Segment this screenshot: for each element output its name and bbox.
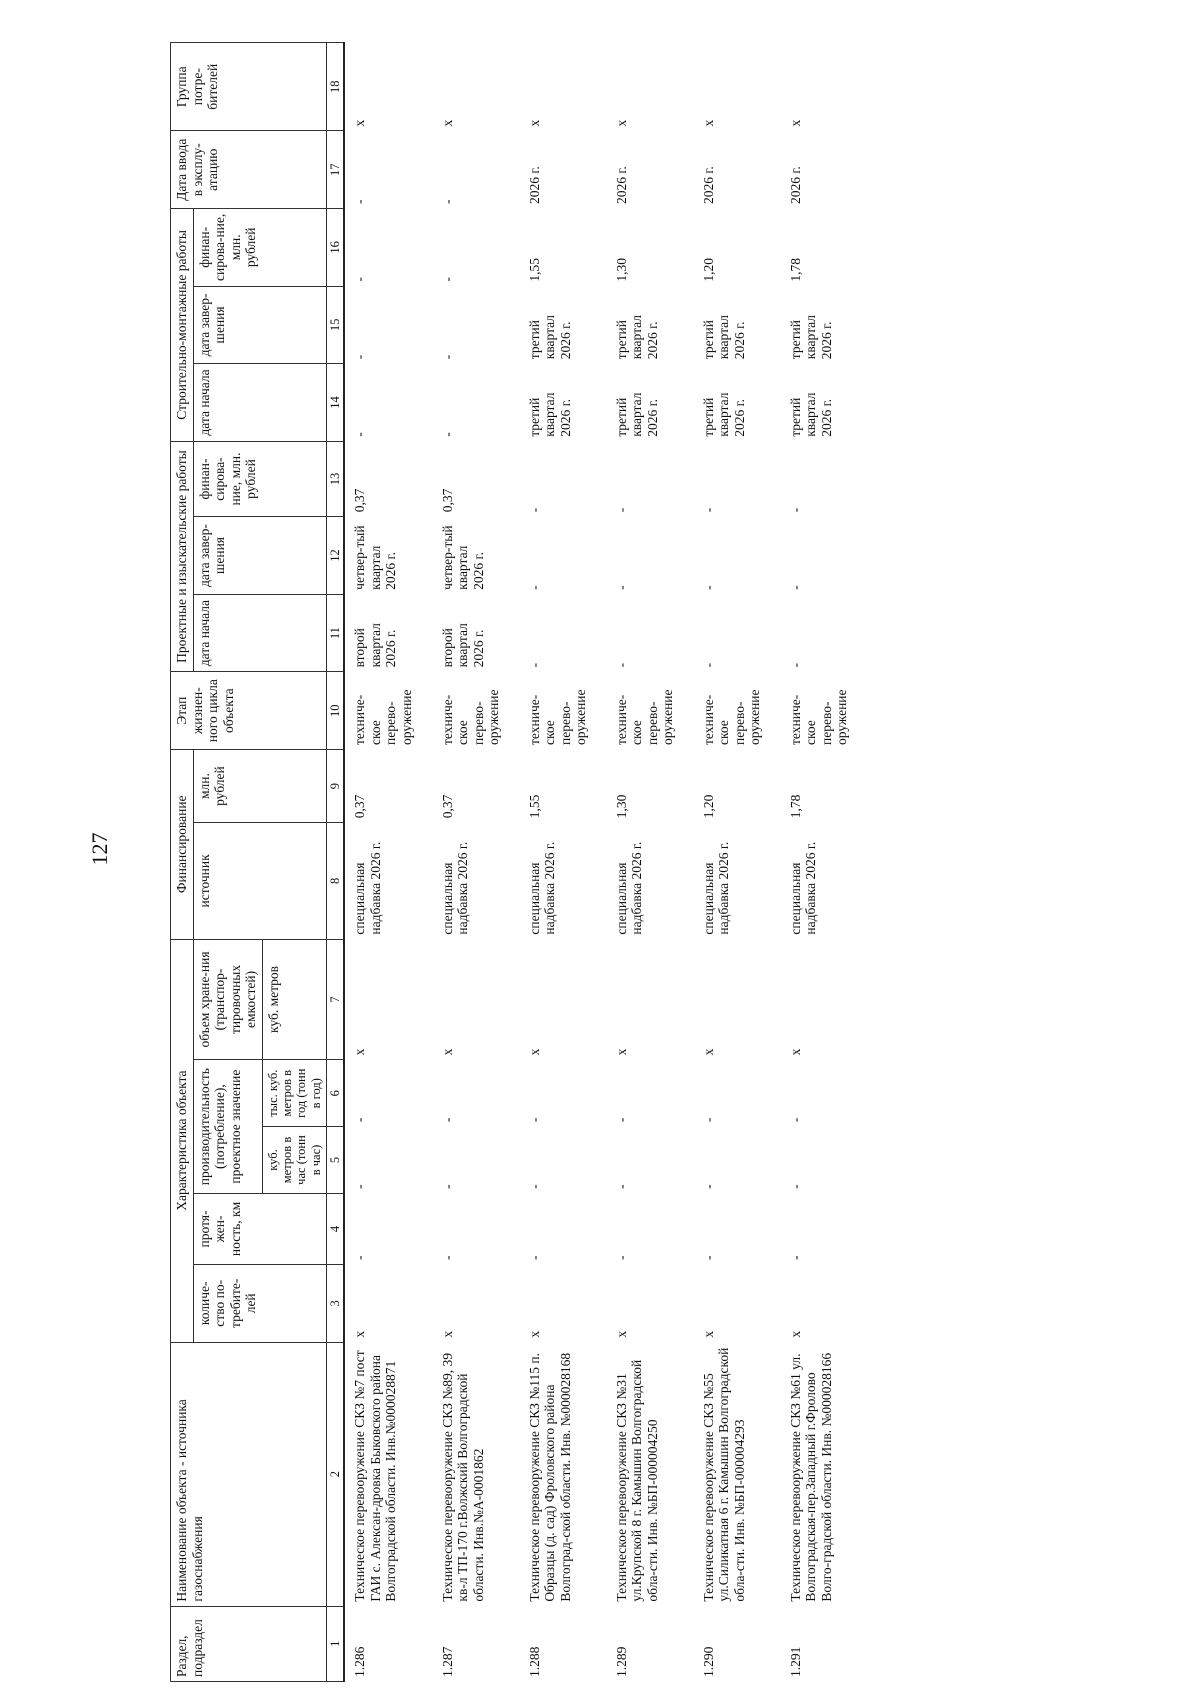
cell: 2026 г. bbox=[526, 166, 542, 205]
cell: 0,37 bbox=[439, 488, 455, 513]
header-capacity-year: тыс. куб. метров в год (тонн в год) bbox=[262, 1060, 327, 1127]
row-id: 1.290 bbox=[700, 1646, 716, 1677]
header-design-start: дата начала bbox=[193, 594, 327, 672]
header-construction-funding: финан-сирова-ние, млн. рублей bbox=[193, 209, 327, 287]
cell: - bbox=[439, 354, 455, 360]
cell: - bbox=[700, 1184, 716, 1189]
cell: - bbox=[613, 1184, 629, 1189]
cell: - bbox=[526, 1117, 542, 1123]
page-number: 127 bbox=[87, 832, 112, 866]
cell: x bbox=[700, 1048, 716, 1056]
header-length: протя-жен-ность, км bbox=[193, 1193, 327, 1264]
cell: x bbox=[787, 119, 803, 127]
cell: 2026 г. bbox=[787, 166, 803, 205]
cell: - bbox=[700, 585, 716, 590]
header-storage-unit: куб. метров bbox=[262, 939, 327, 1060]
column-number: 7 bbox=[327, 939, 345, 1060]
cell: 2026 г. bbox=[613, 166, 629, 205]
cell: - bbox=[613, 507, 629, 513]
column-number: 11 bbox=[327, 594, 345, 672]
cell: x bbox=[439, 119, 455, 127]
cell: x bbox=[613, 1330, 629, 1338]
cell: 1,30 bbox=[613, 258, 629, 282]
cell: 1,78 bbox=[787, 794, 803, 819]
header-characteristics: Характеристика объекта bbox=[171, 939, 194, 1342]
cell: x bbox=[439, 1048, 455, 1056]
cell: техниче-ское перево-оружение bbox=[613, 689, 676, 745]
table-row bbox=[520, 43, 607, 1682]
cell: специальная надбавка 2026 г. bbox=[526, 841, 558, 935]
header-name: Наименование объекта - источника газоснабжения bbox=[171, 1342, 327, 1606]
header-design-funding: финан-сирова-ние, млн. рублей bbox=[193, 441, 327, 516]
column-number: 6 bbox=[327, 1060, 345, 1127]
cell: 1,30 bbox=[613, 794, 629, 819]
header-consumer-group: Группа потре-бителей bbox=[171, 43, 327, 131]
cell: - bbox=[787, 585, 803, 590]
column-number: 2 bbox=[327, 1342, 345, 1606]
header-financing: Финансирование bbox=[171, 749, 194, 939]
cell: третий квартал 2026 г. bbox=[787, 392, 834, 437]
cell: x bbox=[352, 1330, 368, 1338]
cell: специальная надбавка 2026 г. bbox=[613, 841, 645, 935]
cell: техниче-ское перево-оружение bbox=[787, 689, 850, 745]
column-number: 17 bbox=[327, 131, 345, 209]
header-section: Раздел, подраздел bbox=[171, 1606, 327, 1681]
cell: x bbox=[700, 1330, 716, 1338]
header-fin-source: источник bbox=[193, 823, 327, 939]
column-numbers-row bbox=[327, 43, 345, 1682]
cell: 1,55 bbox=[526, 258, 542, 282]
cell: 2026 г. bbox=[700, 166, 716, 205]
header-lifecycle: Этап жизнен-ного цикла объекта bbox=[171, 672, 327, 750]
table-row bbox=[344, 43, 432, 1682]
cell: - bbox=[439, 1117, 455, 1123]
cell: 0,37 bbox=[439, 794, 455, 819]
column-number: 16 bbox=[327, 209, 345, 287]
header-capacity: производительность (потребление), проектное значение bbox=[193, 1060, 262, 1194]
cell: - bbox=[787, 1184, 803, 1189]
cell: x bbox=[352, 1048, 368, 1056]
cell: 1,20 bbox=[700, 794, 716, 819]
cell: третий квартал 2026 г. bbox=[613, 314, 660, 360]
cell: специальная надбавка 2026 г. bbox=[787, 841, 819, 935]
cell: третий квартал 2026 г. bbox=[526, 392, 573, 437]
cell: техниче-ское перево-оружение bbox=[526, 689, 589, 745]
cell: - bbox=[526, 1255, 542, 1261]
header-fin-amount: млн. рублей bbox=[193, 749, 327, 822]
row-id: 1.288 bbox=[526, 1646, 542, 1677]
cell: x bbox=[613, 119, 629, 127]
cell: - bbox=[787, 1117, 803, 1123]
cell: - bbox=[352, 354, 368, 360]
header-capacity-hour: куб. метров в час (тонн в час) bbox=[262, 1127, 327, 1194]
cell: - bbox=[352, 199, 368, 205]
cell: - bbox=[787, 662, 803, 668]
cell: - bbox=[526, 662, 542, 668]
cell: 0,37 bbox=[352, 794, 368, 819]
cell: - bbox=[613, 662, 629, 668]
cell: специальная надбавка 2026 г. bbox=[352, 841, 383, 935]
header-design-works: Проектные и изыскательские работы bbox=[171, 441, 194, 672]
column-number: 3 bbox=[327, 1265, 345, 1343]
cell: 1,78 bbox=[787, 258, 803, 282]
cell: 1,55 bbox=[526, 794, 542, 819]
row-name: Техническое перевооружение СКЗ №61 ул. Волгоградская-пер.Западный г.Фролово Волго-градской области. Инв. №000028166 bbox=[787, 1352, 834, 1602]
column-number: 18 bbox=[327, 43, 345, 131]
cell: третий квартал 2026 г. bbox=[700, 392, 747, 437]
cell: - bbox=[352, 1117, 368, 1123]
cell: - bbox=[352, 1184, 368, 1189]
header-consumers-count: количе-ство по-требите-лей bbox=[193, 1265, 327, 1343]
table-row bbox=[694, 43, 781, 1682]
column-number: 15 bbox=[327, 286, 345, 364]
cell: - bbox=[439, 199, 455, 205]
cell: x bbox=[526, 1330, 542, 1338]
cell: третий квартал 2026 г. bbox=[700, 314, 747, 360]
cell: - bbox=[526, 1184, 542, 1189]
column-number: 9 bbox=[327, 749, 345, 822]
cell: техниче-ское перево-оружение bbox=[439, 689, 502, 745]
cell: - bbox=[439, 1255, 455, 1261]
row-id: 1.287 bbox=[439, 1646, 455, 1677]
cell: - bbox=[352, 277, 368, 282]
row-name: Техническое перевооружение СКЗ №31 ул.Крупской 8 г. Камышин Волгоградской обла-сти. Инв. №БП-000004250 bbox=[613, 1359, 660, 1602]
table-row bbox=[433, 43, 520, 1682]
cell: третий квартал 2026 г. bbox=[526, 314, 573, 360]
rotated-table-sheet bbox=[170, 42, 1190, 1682]
column-number: 5 bbox=[327, 1127, 345, 1194]
header-design-end: дата завер-шения bbox=[193, 517, 327, 595]
cell: - bbox=[526, 507, 542, 513]
cell: третий квартал 2026 г. bbox=[613, 392, 660, 437]
row-name: Техническое перевооружение СКЗ №55 ул.Силикатная 6 г. Камышин Волгоградской обла-сти. Инв. №БП-000004293 bbox=[700, 1347, 747, 1602]
header-commissioning-date: Дата ввода в эксплу-атацию bbox=[171, 131, 327, 209]
cell: - bbox=[439, 432, 455, 437]
cell: x bbox=[787, 1330, 803, 1338]
table-header bbox=[171, 43, 345, 1682]
cell: - bbox=[352, 432, 368, 437]
cell: - bbox=[613, 1117, 629, 1123]
column-number: 10 bbox=[327, 672, 345, 750]
cell: - bbox=[700, 1117, 716, 1123]
cell: третий квартал 2026 г. bbox=[787, 314, 834, 360]
cell: - bbox=[613, 585, 629, 590]
header-construction-start: дата начала bbox=[193, 364, 327, 442]
cell: x bbox=[700, 119, 716, 127]
header-construction-end: дата завер-шения bbox=[193, 286, 327, 364]
column-number: 14 bbox=[327, 364, 345, 442]
cell: специальная надбавка 2026 г. bbox=[439, 841, 471, 935]
cell: - bbox=[526, 585, 542, 590]
cell: четвер-тый квартал 2026 г. bbox=[439, 525, 486, 590]
cell: - bbox=[700, 662, 716, 668]
cell: - bbox=[787, 1255, 803, 1261]
row-name: Техническое перевооружение СКЗ №89, 39 кв-л ТП-170 г.Волжский Волгоградской области. Инв.№А-0001862 bbox=[439, 1352, 486, 1602]
header-construction-works: Строительно-монтажные работы bbox=[171, 209, 194, 442]
cell: специальная надбавка 2026 г. bbox=[700, 841, 732, 935]
cell: x bbox=[787, 1048, 803, 1056]
cell: x bbox=[352, 119, 368, 127]
column-number: 8 bbox=[327, 823, 345, 939]
cell: второй квартал 2026 г. bbox=[439, 623, 486, 668]
row-id: 1.289 bbox=[613, 1646, 629, 1677]
cell: - bbox=[613, 1255, 629, 1261]
gas-supply-objects-table bbox=[170, 42, 868, 1682]
row-name: Техническое перевооружение СКЗ №7 пост ГАИ с. Алексан-дровка Быковского района Волгоградской области. Инв.№000028871 bbox=[352, 1350, 399, 1602]
row-id: 1.286 bbox=[352, 1646, 368, 1677]
cell: - bbox=[787, 507, 803, 513]
column-number: 1 bbox=[327, 1606, 345, 1681]
cell: x bbox=[439, 1330, 455, 1338]
header-storage: объем хране-ния (транспор-тировочных емкостей) bbox=[193, 939, 262, 1060]
cell: четвер-тый квартал 2026 г. bbox=[352, 525, 399, 590]
cell: - bbox=[352, 1255, 368, 1261]
cell: x bbox=[613, 1048, 629, 1056]
cell: техниче-ское перево-оружение bbox=[352, 689, 414, 745]
cell: x bbox=[526, 1048, 542, 1056]
cell: второй квартал 2026 г. bbox=[352, 623, 399, 668]
row-id: 1.291 bbox=[787, 1646, 803, 1677]
cell: - bbox=[439, 1184, 455, 1189]
cell: x bbox=[526, 119, 542, 127]
column-number: 4 bbox=[327, 1193, 345, 1264]
cell: 1,20 bbox=[700, 258, 716, 282]
cell: 0,37 bbox=[352, 488, 368, 513]
cell: - bbox=[700, 1255, 716, 1261]
column-number: 13 bbox=[327, 441, 345, 516]
table-body bbox=[344, 43, 867, 1682]
table-row bbox=[781, 43, 868, 1682]
cell: - bbox=[439, 277, 455, 282]
cell: техниче-ское перево-оружение bbox=[700, 689, 763, 745]
column-number: 12 bbox=[327, 517, 345, 595]
row-name: Техническое перевооружение СКЗ №115 п. Образцы (д. сад) Фроловского района Волгоград-ской области. Инв. №000028168 bbox=[526, 1352, 573, 1602]
cell: - bbox=[700, 507, 716, 513]
table-row bbox=[607, 43, 694, 1682]
